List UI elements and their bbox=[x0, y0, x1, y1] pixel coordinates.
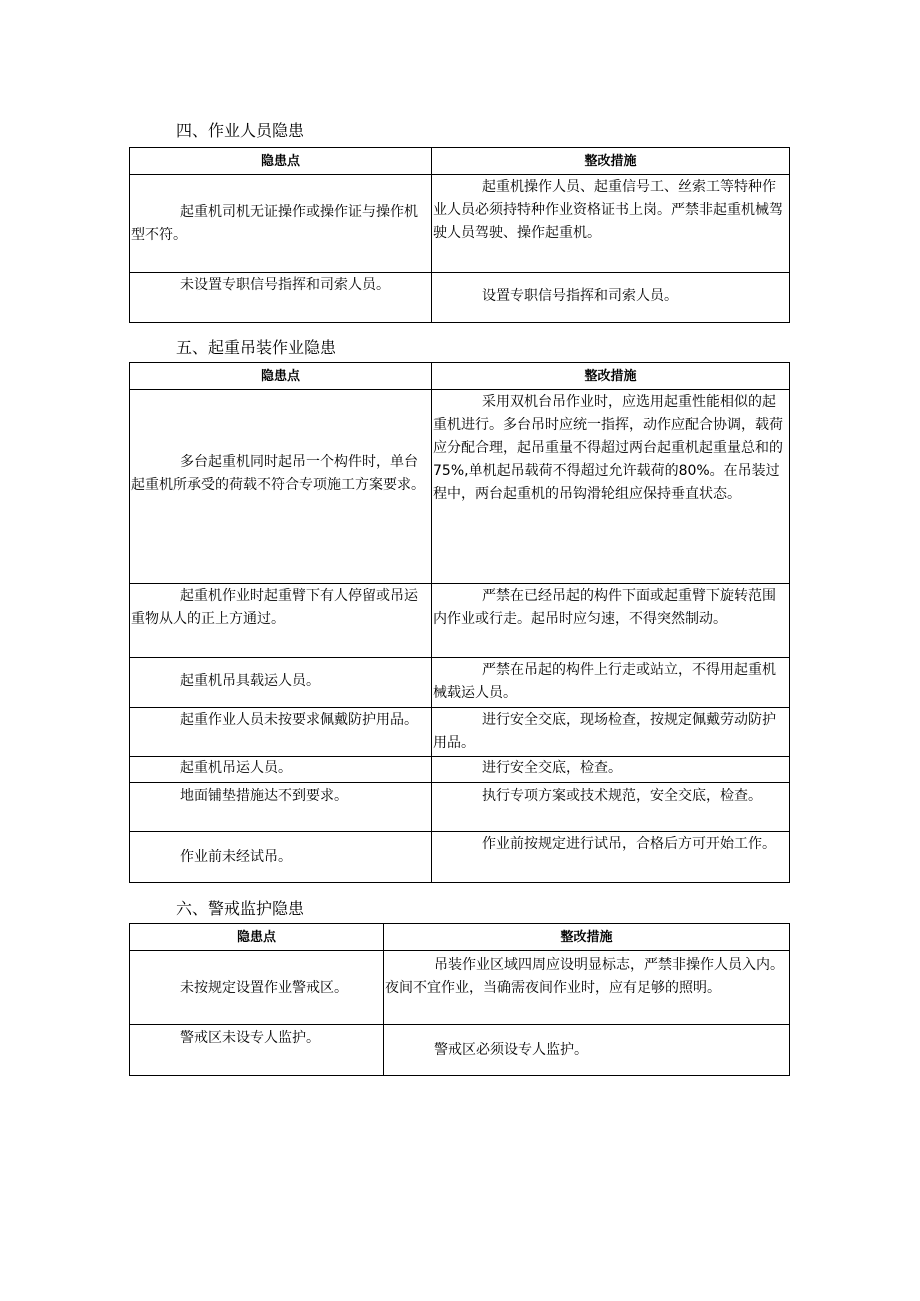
measure-cell: 进行安全交底，检查。 bbox=[482, 760, 622, 776]
section-title: 六、警戒监护隐患 bbox=[176, 899, 305, 918]
hazard-cell: 起重机作业时起重臂下有人停留或吊运重物从人的正上方通过。 bbox=[131, 588, 418, 627]
header-measure: 整改措施 bbox=[383, 924, 789, 950]
hazard-cell: 多台起重机同时起吊一个构件时，单台起重机所承受的荷载不符合专项施工方案要求。 bbox=[131, 454, 425, 493]
table-row bbox=[130, 950, 789, 1024]
hazard-cell: 起重作业人员未按要求佩戴防护用品。 bbox=[180, 712, 418, 728]
header-hazard: 隐患点 bbox=[236, 930, 276, 945]
measure-cell: 严禁在吊起的构件上行走或站立，不得用起重机械载运人员。 bbox=[433, 662, 776, 701]
table-header bbox=[130, 363, 789, 389]
table-header bbox=[130, 148, 789, 174]
hazard-cell: 起重机司机无证操作或操作证与操作机型不符。 bbox=[131, 204, 418, 243]
header-measure: 整改措施 bbox=[431, 363, 789, 389]
header-hazard: 隐患点 bbox=[260, 154, 300, 169]
hazard-table bbox=[129, 147, 790, 323]
hazard-cell: 未设置专职信号指挥和司索人员。 bbox=[180, 277, 390, 293]
table-header bbox=[130, 924, 789, 950]
table-row bbox=[130, 707, 789, 756]
table-row bbox=[130, 583, 789, 657]
header-hazard: 隐患点 bbox=[260, 369, 300, 384]
header-measure: 整改措施 bbox=[431, 148, 789, 174]
measure-cell: 设置专职信号指挥和司索人员。 bbox=[482, 288, 678, 304]
table-row bbox=[130, 174, 789, 272]
table-row bbox=[130, 831, 789, 882]
measure-cell: 警戒区必须设专人监护。 bbox=[434, 1042, 588, 1058]
measure-cell: 作业前按规定进行试吊，合格后方可开始工作。 bbox=[482, 836, 776, 852]
hazard-cell: 地面铺垫措施达不到要求。 bbox=[180, 788, 348, 804]
hazard-table bbox=[129, 362, 790, 883]
measure-cell: 吊装作业区域四周应设明显标志，严禁非操作人员入内。夜间不宜作业，当确需夜间作业时，应有足够的照明。 bbox=[385, 957, 784, 996]
hazard-cell: 警戒区未设专人监护。 bbox=[180, 1030, 320, 1046]
measure-cell: 进行安全交底，现场检查，按规定佩戴劳动防护用品。 bbox=[433, 712, 776, 751]
hazard-table bbox=[129, 923, 790, 1076]
section-title: 四、作业人员隐患 bbox=[176, 121, 305, 140]
section-title: 五、起重吊装作业隐患 bbox=[176, 338, 337, 357]
table-row bbox=[130, 389, 789, 583]
measure-cell: 起重机操作人员、起重信号工、丝索工等特种作业人员必须持特种作业资格证书上岗。严禁非起重机械驾驶人员驾驶、操作起重机。 bbox=[433, 179, 783, 241]
table-row bbox=[130, 657, 789, 707]
hazard-cell: 起重机吊具载运人员。 bbox=[180, 673, 320, 689]
measure-cell: 采用双机台吊作业时，应选用起重性能相似的起重机进行。多台吊时应统一指挥，动作应配合协调，载荷应分配合理，起吊重量不得超过两台起重机起重量总和的75%,单机起吊载荷不得超过允许载荷的80%。在吊装过程中，两台起重机的吊钩滑轮组应保持垂直状态。 bbox=[433, 394, 783, 502]
measure-cell: 严禁在已经吊起的构件下面或起重臂下旋转范围内作业或行走。起吊时应匀速，不得突然制动。 bbox=[433, 588, 776, 627]
table-row bbox=[130, 756, 789, 782]
table-row bbox=[130, 272, 789, 322]
hazard-cell: 起重机吊运人员。 bbox=[180, 760, 292, 776]
measure-cell: 执行专项方案或技术规范，安全交底，检查。 bbox=[482, 788, 762, 804]
table-row bbox=[130, 1024, 789, 1075]
hazard-cell: 作业前未经试吊。 bbox=[180, 849, 292, 865]
table-row bbox=[130, 782, 789, 831]
hazard-cell: 未按规定设置作业警戒区。 bbox=[180, 980, 348, 996]
